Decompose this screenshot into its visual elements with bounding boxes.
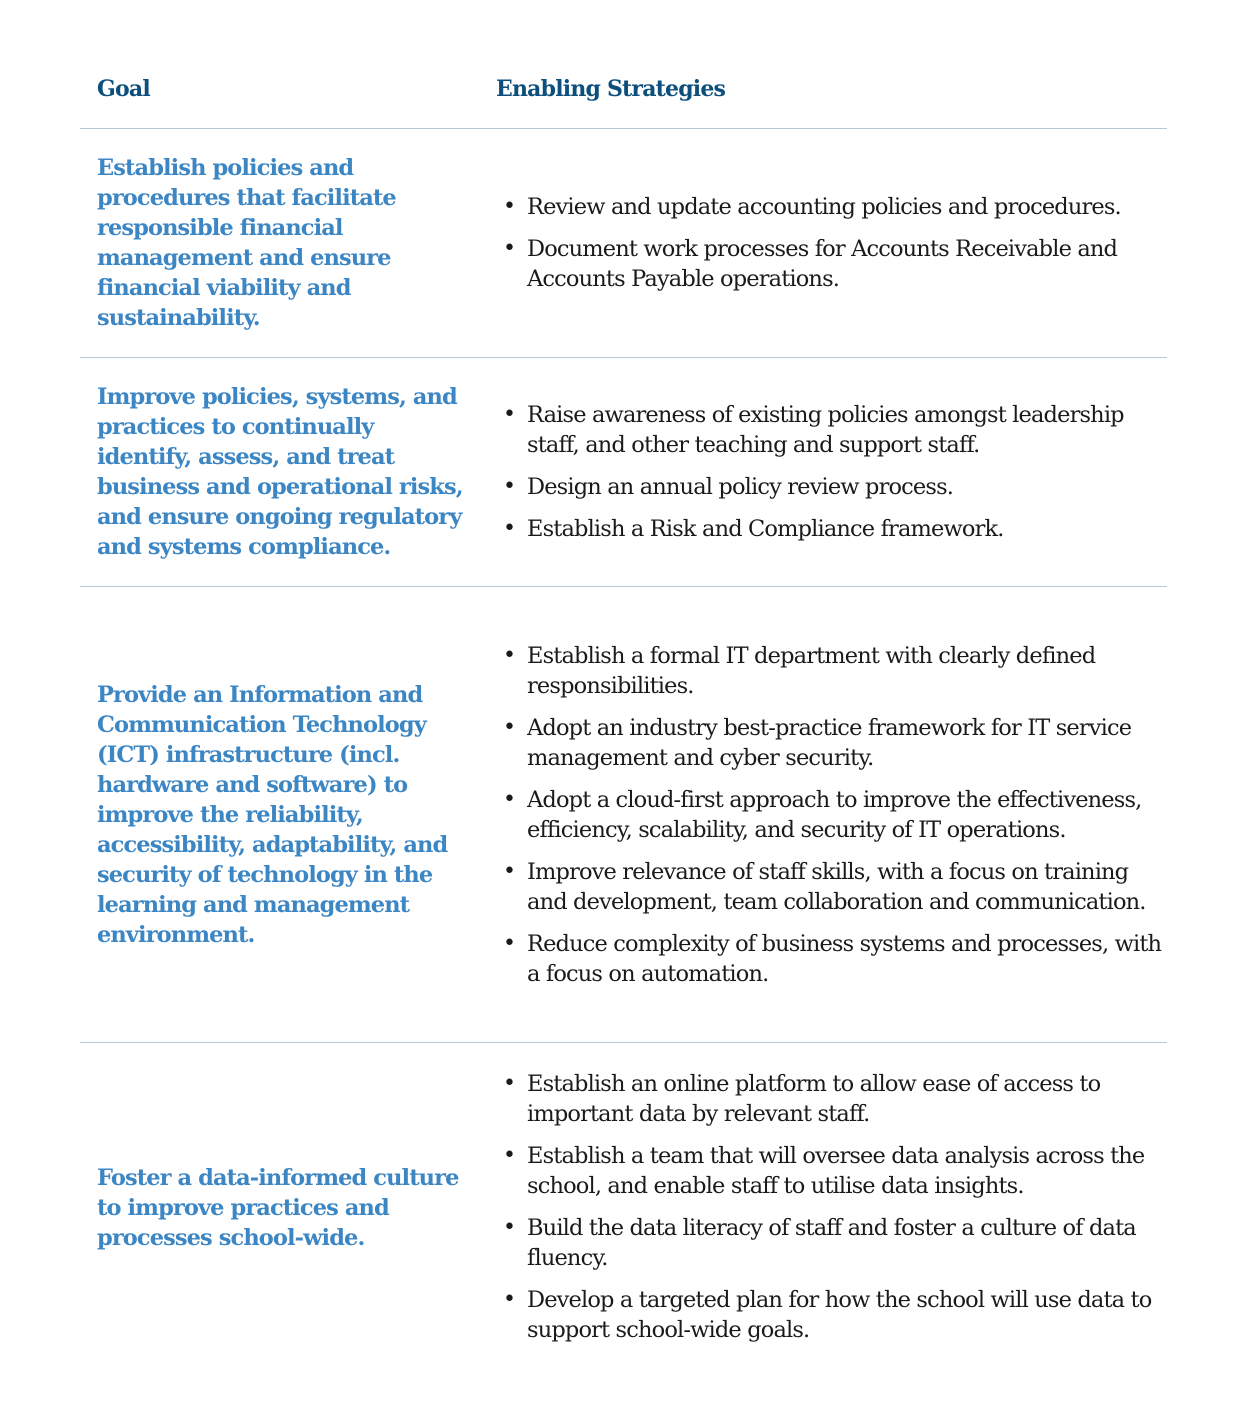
strategy-item	[497, 857, 1167, 917]
bullet-icon: •	[503, 714, 516, 740]
strategies-cell	[79, 400, 1167, 544]
strategy-item	[497, 192, 1167, 222]
table-row	[80, 358, 1167, 587]
strategy-item	[497, 514, 1167, 544]
goals-strategies-table	[80, 0, 1167, 1394]
goal-text: Foster a data-informed culture to improve practices and processes school-wide.	[97, 1165, 459, 1251]
bullet-icon: •	[503, 1143, 516, 1168]
strategies-cell	[79, 1043, 1167, 1345]
strategy-list	[497, 1069, 1167, 1345]
strategy-text: Establish an online platform to allow ease of access to important data by relevant staff.	[527, 1071, 1101, 1127]
strategy-text: Establish a team that will oversee data analysis across the school, and enable staff to utilise data insights.	[527, 1143, 1145, 1199]
strategy-list	[497, 192, 1167, 294]
bullet-icon: •	[503, 930, 516, 956]
strategy-text: Establish a Risk and Compliance framework.	[527, 516, 1004, 542]
strategy-item	[497, 1285, 1167, 1345]
strategy-item	[497, 1069, 1167, 1129]
strategy-item	[497, 785, 1167, 845]
strategy-item	[497, 234, 1167, 294]
bullet-icon: •	[503, 402, 516, 427]
strategies-column-header: Enabling Strategies	[496, 76, 726, 102]
bullet-icon: •	[503, 858, 516, 884]
strategy-item	[497, 641, 1167, 701]
strategies-cell	[79, 192, 1167, 294]
strategy-text: Review and update accounting policies and procedures.	[527, 194, 1121, 220]
strategy-item	[497, 929, 1167, 989]
strategy-text: Reduce complexity of business systems and processes, with a focus on automation.	[527, 930, 1162, 987]
strategy-text: Develop a targeted plan for how the school will use data to support school-wide goals.	[527, 1287, 1152, 1343]
strategy-text: Adopt an industry best-practice framework for IT service management and cyber security.	[527, 714, 1132, 771]
strategy-item	[497, 400, 1167, 460]
goal-column-header: Goal	[97, 76, 150, 102]
bullet-icon: •	[503, 236, 516, 261]
bullet-icon: •	[503, 516, 516, 541]
goal-text: Improve policies, systems, and practices to continually identify, assess, and treat business and operational risks, and ensure ongoing regulatory and systems compliance.	[97, 384, 463, 560]
goal-text: Establish policies and procedures that facilitate responsible financial management and ensure financial viability and sustainability.	[97, 155, 396, 331]
bullet-icon: •	[503, 1215, 516, 1240]
table-row	[80, 1043, 1167, 1394]
strategies-cell	[79, 641, 1167, 989]
strategy-list	[497, 400, 1167, 544]
strategy-text: Adopt a cloud-first approach to improve the effectiveness, efficiency, scalability, and security of IT operations.	[527, 786, 1142, 843]
strategy-list	[497, 641, 1167, 989]
bullet-icon: •	[503, 194, 516, 219]
table-row	[80, 129, 1167, 358]
strategy-text: Document work processes for Accounts Receivable and Accounts Payable operations.	[527, 236, 1118, 292]
strategy-text: Establish a formal IT department with clearly defined responsibilities.	[527, 642, 1096, 699]
strategy-text: Raise awareness of existing policies amongst leadership staff, and other teaching and support staff.	[527, 402, 1124, 458]
bullet-icon: •	[503, 786, 516, 812]
table-row	[80, 587, 1167, 1043]
strategy-text: Build the data literacy of staff and foster a culture of data fluency.	[527, 1215, 1136, 1271]
strategy-item	[497, 713, 1167, 773]
strategy-item	[497, 472, 1167, 502]
bullet-icon: •	[503, 1287, 516, 1312]
bullet-icon: •	[503, 1071, 516, 1096]
bullet-icon: •	[503, 642, 516, 668]
bullet-icon: •	[503, 474, 516, 499]
strategy-item	[497, 1213, 1167, 1273]
table-header	[80, 0, 1167, 129]
strategy-text: Design an annual policy review process.	[527, 474, 954, 500]
strategy-text: Improve relevance of staff skills, with a focus on training and development, team collaboration and communication.	[527, 858, 1146, 915]
strategy-item	[497, 1141, 1167, 1201]
goal-text: Provide an Information and Communication Technology (ICT) infrastructure (incl. hardware and software) to improve the reliability, accessibility, adaptability, and security of technology in the learning and management environment.	[97, 681, 448, 948]
